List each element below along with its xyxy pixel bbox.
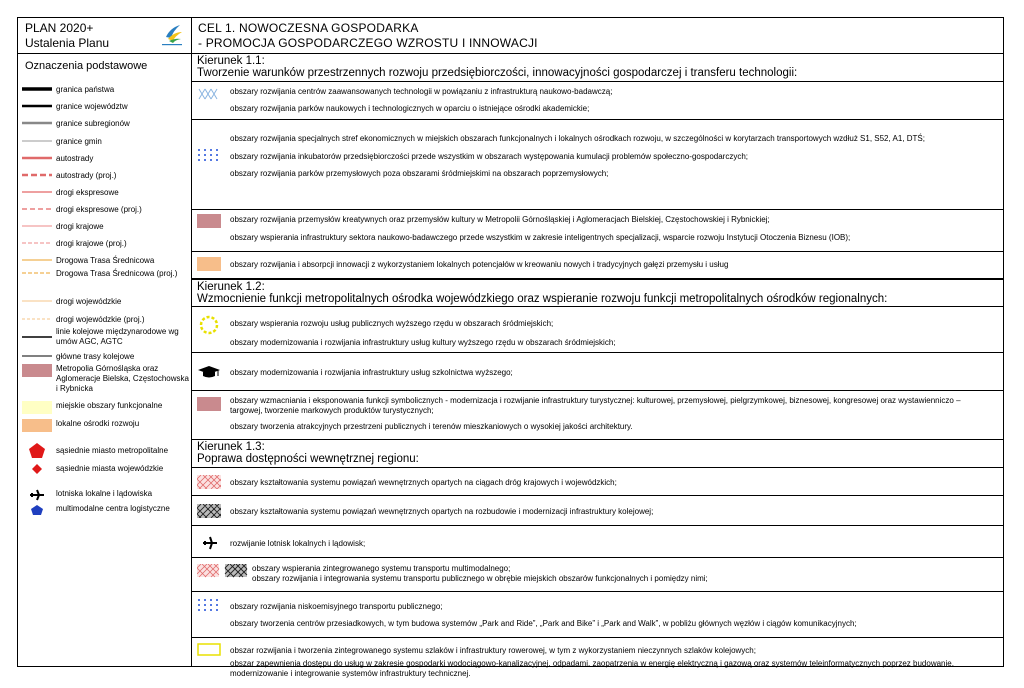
table-row: rozwijanie lotnisk lokalnych i lądowisk; <box>192 526 1003 558</box>
cycling-route-outline-icon <box>197 643 223 657</box>
directions-table <box>192 54 1003 678</box>
voivodeship-road-line-icon <box>22 297 52 307</box>
gray-crosshatch-icon <box>197 504 221 518</box>
tourism-fill-icon <box>197 397 221 411</box>
direction-header-1-1: Kierunek 1.1: Tworzenie warunków przestrzennych rozwoju przedsiębiorczości, innowacyjności gospodarczej i transferu technologii: <box>192 54 1003 82</box>
graduation-cap-icon <box>197 365 221 379</box>
table-row: obszary rozwijania centrów zaawansowanych technologii w powiązaniu z infrastrukturą naukowo-badawczą; obszary rozwijania parków naukowych i technologicznych w oparciu o istniejące ośrodki akademickie; <box>192 82 1003 120</box>
main-rail-line-icon <box>22 352 52 362</box>
logistics-center-pentagon-icon <box>22 504 52 516</box>
table-row: obszary rozwijania i absorpcji innowacji z wykorzystaniem lokalnych potencjałów w kreowaniu nowych i tradycyjnych gałęzi przemysłu i usług <box>192 252 1003 279</box>
blue-dots-pattern-icon <box>197 598 221 612</box>
legend-title: Oznaczenia podstawowe <box>25 60 148 72</box>
table-row: obszary rozwijania niskoemisyjnego transportu publicznego; obszary tworzenia centrów przesiadkowych, w tym budowa systemów „Park and Ride”, „Park and Bike” i „Park and Walk”, w pobliżu głównych węzłów i ciągów komunikacyjnych; <box>192 592 1003 638</box>
commune-border-line-icon <box>22 137 52 147</box>
voivodeship-border-line-icon <box>22 102 52 112</box>
direction-header-1-2: Kierunek 1.2: Wzmocnienie funkcji metropolitalnych ośrodka wojewódzkiego oraz wspieranie rozwoju funkcji metropolitalnych ośrodków regionalnych: <box>192 279 1003 307</box>
dts-planned-line-icon <box>22 269 52 279</box>
table-row: obszary rozwijania przemysłów kreatywnych oraz przemysłów kultury w Metropolii Górnośląskiej i Aglomeracjach Bielskiej, Częstochowskiej i Rybnickiej; obszary wspierania infrastruktury sektora naukowo-badawczego przede wszystkim w zakresie inteligentnych specjalizacji, wsparcie rozwoju Instytucji Otoczenia Biznesu (IOB); <box>192 210 1003 252</box>
voivodeship-road-planned-line-icon <box>22 315 52 325</box>
international-rail-line-icon <box>22 333 52 343</box>
header-right <box>192 18 1003 54</box>
legend-panel: Oznaczenia podstawowe granica państwa granice województw granice subregionów granice gmin autostrady autostrady (proj.) drogi ekspresowe drogi ekspresowe (proj.) drogi krajowe drogi krajowe (proj.) Drogowa Trasa Średnicowa Drogowa Trasa Średnicowa (proj.) drogi wojewódzkie drogi wojewódzkie (proj.) linie kolejowe międzynarodowe wg umów AGC, AGTC główne trasy kolejowe Metropolia Górnośląska oraz Aglomeracje Bielska, Częstochowska i Rybnicka miejskie obszary funkcjonalne lokalne ośrodki rozwoju sąsiednie miasto metropolitalne sąsiednie miasta wojewódzkie lotniska lokalne i lądowiska multimodalne centra logistyczne <box>18 54 192 666</box>
local-center-area-icon <box>22 419 52 433</box>
table-row: obszary wspierania rozwoju usług publicznych wyższego rzędu w obszarach śródmiejskich; obszary modernizowania i rozwijania infrastruktury usług kultury wyższego rzędu w obszarach śródmiejskich; <box>192 307 1003 353</box>
local-center-fill-icon <box>197 257 221 271</box>
region-logo-icon <box>156 22 188 48</box>
table-row: obszary rozwijania specjalnych stref ekonomicznych w miejskich obszarach funkcjonalnych i lokalnych ośrodkach rozwoju, w szczególności w korytarzach transportowych wzdłuż S1, S52, A1, DTŚ; obszary rozwijania inkubatorów przedsiębiorczości przede wszystkim w obszarach występowania kumulacji problemów społeczno-gospodarczych; obszary rozwijania parków przemysłowych poza obszarami śródmiejskimi na obszarach poprzemysłowych; <box>192 120 1003 210</box>
goal-title: CEL 1. NOWOCZESNA GOSPODARKA <box>198 21 419 35</box>
voivodeship-city-diamond-icon <box>22 464 52 476</box>
hatch-cross-blue-icon <box>197 87 221 101</box>
metropolis-fill-icon <box>197 214 221 228</box>
functional-area-icon <box>22 401 52 415</box>
expressway-line-icon <box>22 188 52 198</box>
subregion-border-line-icon <box>22 119 52 129</box>
national-road-line-icon <box>22 222 52 232</box>
header-left <box>18 18 192 54</box>
table-row: obszar rozwijania i tworzenia zintegrowanego systemu szlaków i infrastruktury rowerowej, w tym z wykorzystaniem nieczynnych szlaków kolejowych; obszar zapewnienia dostępu do usług w zakresie gospodarki wodociągowo-kanalizacyjnej, odpadami, zaopatrzenia w energię elektryczną i gazową oraz systemów teleinformatycznych poprzez budowanie, modernizowanie i integrowanie systemów infrastruktury technicznej. <box>192 638 1003 688</box>
motorway-line-icon <box>22 154 52 164</box>
table-row: obszary wspierania zintegrowanego systemu transportu multimodalnego; obszary rozwijania i integrowania systemu transportu publicznego w obrębie miejskich obszarów funkcjonalnych i pomiędzy nimi; <box>192 558 1003 592</box>
goal-subtitle: - PROMOCJA GOSPODARCZEGO WZROSTU I INNOWACJI <box>198 36 538 50</box>
table-row: obszary kształtowania systemu powiązań wewnętrznych opartych na ciągach dróg krajowych i wojewódzkich; <box>192 468 1003 496</box>
expressway-planned-line-icon <box>22 205 52 215</box>
red-crosshatch-icon <box>197 475 221 489</box>
metropolis-area-icon <box>22 364 52 378</box>
dts-line-icon <box>22 256 52 266</box>
airport-plane-icon <box>197 536 221 550</box>
plan-sheet <box>17 17 1004 678</box>
state-border-line-icon <box>22 85 52 95</box>
direction-header-1-3: Kierunek 1.3: Poprawa dostępności wewnętrznej regionu: <box>192 440 1003 468</box>
table-row: obszary modernizowania i rozwijania infrastruktury usług szkolnictwa wyższego; <box>192 353 1003 391</box>
blue-dots-pattern-icon <box>197 148 221 162</box>
national-road-planned-line-icon <box>22 239 52 249</box>
airport-plane-icon <box>22 489 52 501</box>
multimodal-hatch-pair-icon <box>197 564 249 578</box>
table-row: obszary kształtowania systemu powiązań wewnętrznych opartych na rozbudowie i modernizacji infrastruktury kolejowej; <box>192 496 1003 526</box>
plan-subtitle: Ustalenia Planu <box>25 36 110 50</box>
plan-title: PLAN 2020+ <box>25 21 94 35</box>
table-row: obszary wzmacniania i eksponowania funkcji symbolicznych - modernizacja i rozwijanie infrastruktury turystycznej: kulturowej, przemysłowej, pielgrzymkowej, biznesowej, kongresowej oraz wystawienniczo – targowej, tworzenie markowych produktów turystycznych; obszary tworzenia atrakcyjnych przestrzeni publicznych i terenów mieszkaniowych o wysokiej jakości architektury. <box>192 391 1003 440</box>
yellow-dashed-circle-icon <box>197 313 221 337</box>
motorway-planned-line-icon <box>22 171 52 181</box>
metropolitan-city-pentagon-icon <box>22 442 52 460</box>
